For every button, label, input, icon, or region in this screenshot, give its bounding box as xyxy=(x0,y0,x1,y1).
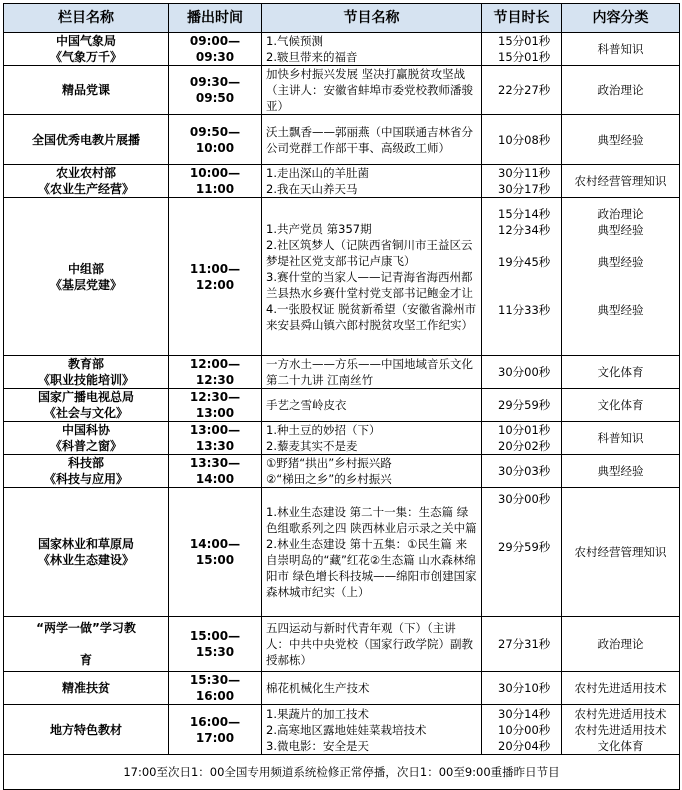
column-name-cell: 地方特色教材 xyxy=(4,705,169,755)
category-cell: 政治理论 xyxy=(562,617,680,672)
column-name-cell: 国家广播电视总局 《社会与文化》 xyxy=(4,389,169,422)
table-row xyxy=(4,356,680,389)
footer-row xyxy=(4,755,680,790)
column-name-cell: 中国科协 《科普之窗》 xyxy=(4,422,169,455)
table-row xyxy=(4,488,680,617)
category-cell: 农村先进适用技术 xyxy=(562,672,680,705)
air-time-cell: 12:00—12:30 xyxy=(169,356,262,389)
air-time-cell: 15:30—16:00 xyxy=(169,672,262,705)
category-cell: 科普知识 xyxy=(562,422,680,455)
table-row xyxy=(4,165,680,198)
duration-cell: 30分00秒 xyxy=(482,356,562,389)
duration-cell: 29分59秒 xyxy=(482,389,562,422)
footer-note: 17:00至次日1：00全国专用频道系统检修正常停播，次日1：00至9:00重播昨日节目 xyxy=(4,755,680,790)
program-cell: 加快乡村振兴发展 坚决打赢脱贫攻坚战（主讲人：安徽省蚌埠市委党校教师潘骏亚） xyxy=(262,66,482,115)
duration-cell: 30分11秒 30分17秒 xyxy=(482,165,562,198)
program-cell: 1.种土豆的妙招（下） 2.藜麦其实不是麦 xyxy=(262,422,482,455)
program-cell: ①野猪“拱出”乡村振兴路 ②“梯田之乡”的乡村振兴 xyxy=(262,455,482,488)
program-cell: 一方水土——方乐——中国地域音乐文化 第二十九讲 江南丝竹 xyxy=(262,356,482,389)
table-row xyxy=(4,33,680,66)
table-row xyxy=(4,455,680,488)
duration-cell: 10分01秒 20分02秒 xyxy=(482,422,562,455)
category-cell: 文化体育 xyxy=(562,389,680,422)
header-air-time: 播出时间 xyxy=(169,4,262,33)
column-name-cell: 国家林业和草原局 《林业生态建设》 xyxy=(4,488,169,617)
program-cell: 棉花机械化生产技术 xyxy=(262,672,482,705)
duration-cell: 15分01秒 15分01秒 xyxy=(482,33,562,66)
air-time-cell: 13:30—14:00 xyxy=(169,455,262,488)
column-name-cell: 精品党课 xyxy=(4,66,169,115)
program-cell: 1.气候预测 2.皲旦带来的福音 xyxy=(262,33,482,66)
program-cell: 沃土飘香——郭丽燕（中国联通吉林省分公司党群工作部干事、高级政工师） xyxy=(262,115,482,165)
header-category: 内容分类 xyxy=(562,4,680,33)
table-row xyxy=(4,389,680,422)
air-time-cell: 14:00—15:00 xyxy=(169,488,262,617)
duration-cell: 30分14秒 10分00秒 20分04秒 xyxy=(482,705,562,755)
category-cell: 农村经营管理知识 xyxy=(562,165,680,198)
air-time-cell: 09:30—09:50 xyxy=(169,66,262,115)
program-cell: 1.走出深山的羊肚菌 2.我在天山养天马 xyxy=(262,165,482,198)
table-row xyxy=(4,115,680,165)
table-row xyxy=(4,705,680,755)
column-name-cell: 科技部 《科技与应用》 xyxy=(4,455,169,488)
header-row xyxy=(4,4,680,33)
program-cell: 手艺之雪岭皮衣 xyxy=(262,389,482,422)
program-cell: 1.共产党员 第357期 2.社区筑梦人（记陕西省铜川市王益区云梦堤社区党支部书记卢康飞） 3.赛什堂的当家人——记青海省海西州都兰县热水乡赛什堂村党支部书记鲍金才让 4.一张股权证 脱贫新希望（安徽省滁州市来安县舜山镇六郎村脱贫攻坚工作纪实） xyxy=(262,198,482,356)
column-name-cell: 教育部 《职业技能培训》 xyxy=(4,356,169,389)
duration-cell: 27分31秒 xyxy=(482,617,562,672)
air-time-cell: 11:00—12:00 xyxy=(169,198,262,356)
table-row xyxy=(4,672,680,705)
category-cell: 农村经营管理知识 xyxy=(562,488,680,617)
category-cell: 典型经验 xyxy=(562,115,680,165)
category-cell: 政治理论 xyxy=(562,66,680,115)
air-time-cell: 15:00—15:30 xyxy=(169,617,262,672)
duration-cell: 30分00秒 29分59秒 xyxy=(482,488,562,617)
column-name-cell: “两学一做”学习教 育 xyxy=(4,617,169,672)
column-name-cell: 精准扶贫 xyxy=(4,672,169,705)
schedule-table xyxy=(3,3,680,790)
air-time-cell: 10:00—11:00 xyxy=(169,165,262,198)
table-row xyxy=(4,422,680,455)
duration-cell: 10分08秒 xyxy=(482,115,562,165)
air-time-cell: 16:00—17:00 xyxy=(169,705,262,755)
header-duration: 节目时长 xyxy=(482,4,562,33)
category-cell: 农村先进适用技术 农村先进适用技术 文化体育 xyxy=(562,705,680,755)
program-cell: 1.林业生态建设 第二十一集：生态篇 绿色组歌系列之四 陕西林业启示录之关中篇 2.林业生态建设 第十五集：①民生篇 来自崇明岛的“藏”红花②生态篇 山水森林绵阳市 绿色增长科技城——绵阳市创建国家森林城市纪实（上） xyxy=(262,488,482,617)
table-row xyxy=(4,617,680,672)
column-name-cell: 全国优秀电教片展播 xyxy=(4,115,169,165)
category-cell: 文化体育 xyxy=(562,356,680,389)
duration-cell: 30分03秒 xyxy=(482,455,562,488)
duration-cell: 30分10秒 xyxy=(482,672,562,705)
column-name-cell: 中组部 《基层党建》 xyxy=(4,198,169,356)
category-cell: 典型经验 xyxy=(562,455,680,488)
air-time-cell: 09:00—09:30 xyxy=(169,33,262,66)
category-cell: 政治理论 典型经验 典型经验 典型经验 xyxy=(562,198,680,356)
duration-cell: 15分14秒 12分34秒 19分45秒 11分33秒 xyxy=(482,198,562,356)
header-program-name: 节目名称 xyxy=(262,4,482,33)
table-row xyxy=(4,198,680,356)
column-name-cell: 农业农村部 《农业生产经营》 xyxy=(4,165,169,198)
air-time-cell: 13:00—13:30 xyxy=(169,422,262,455)
header-column-name: 栏目名称 xyxy=(4,4,169,33)
program-cell: 1.果蔬片的加工技术 2.高寒地区露地娃娃菜栽培技术 3.微电影：安全是天 xyxy=(262,705,482,755)
column-name-cell: 中国气象局 《气象万千》 xyxy=(4,33,169,66)
duration-cell: 22分27秒 xyxy=(482,66,562,115)
table-row xyxy=(4,66,680,115)
air-time-cell: 09:50—10:00 xyxy=(169,115,262,165)
program-cell: 五四运动与新时代青年观（下）（主讲人：中共中央党校（国家行政学院）副教授郝栋） xyxy=(262,617,482,672)
air-time-cell: 12:30—13:00 xyxy=(169,389,262,422)
category-cell: 科普知识 xyxy=(562,33,680,66)
